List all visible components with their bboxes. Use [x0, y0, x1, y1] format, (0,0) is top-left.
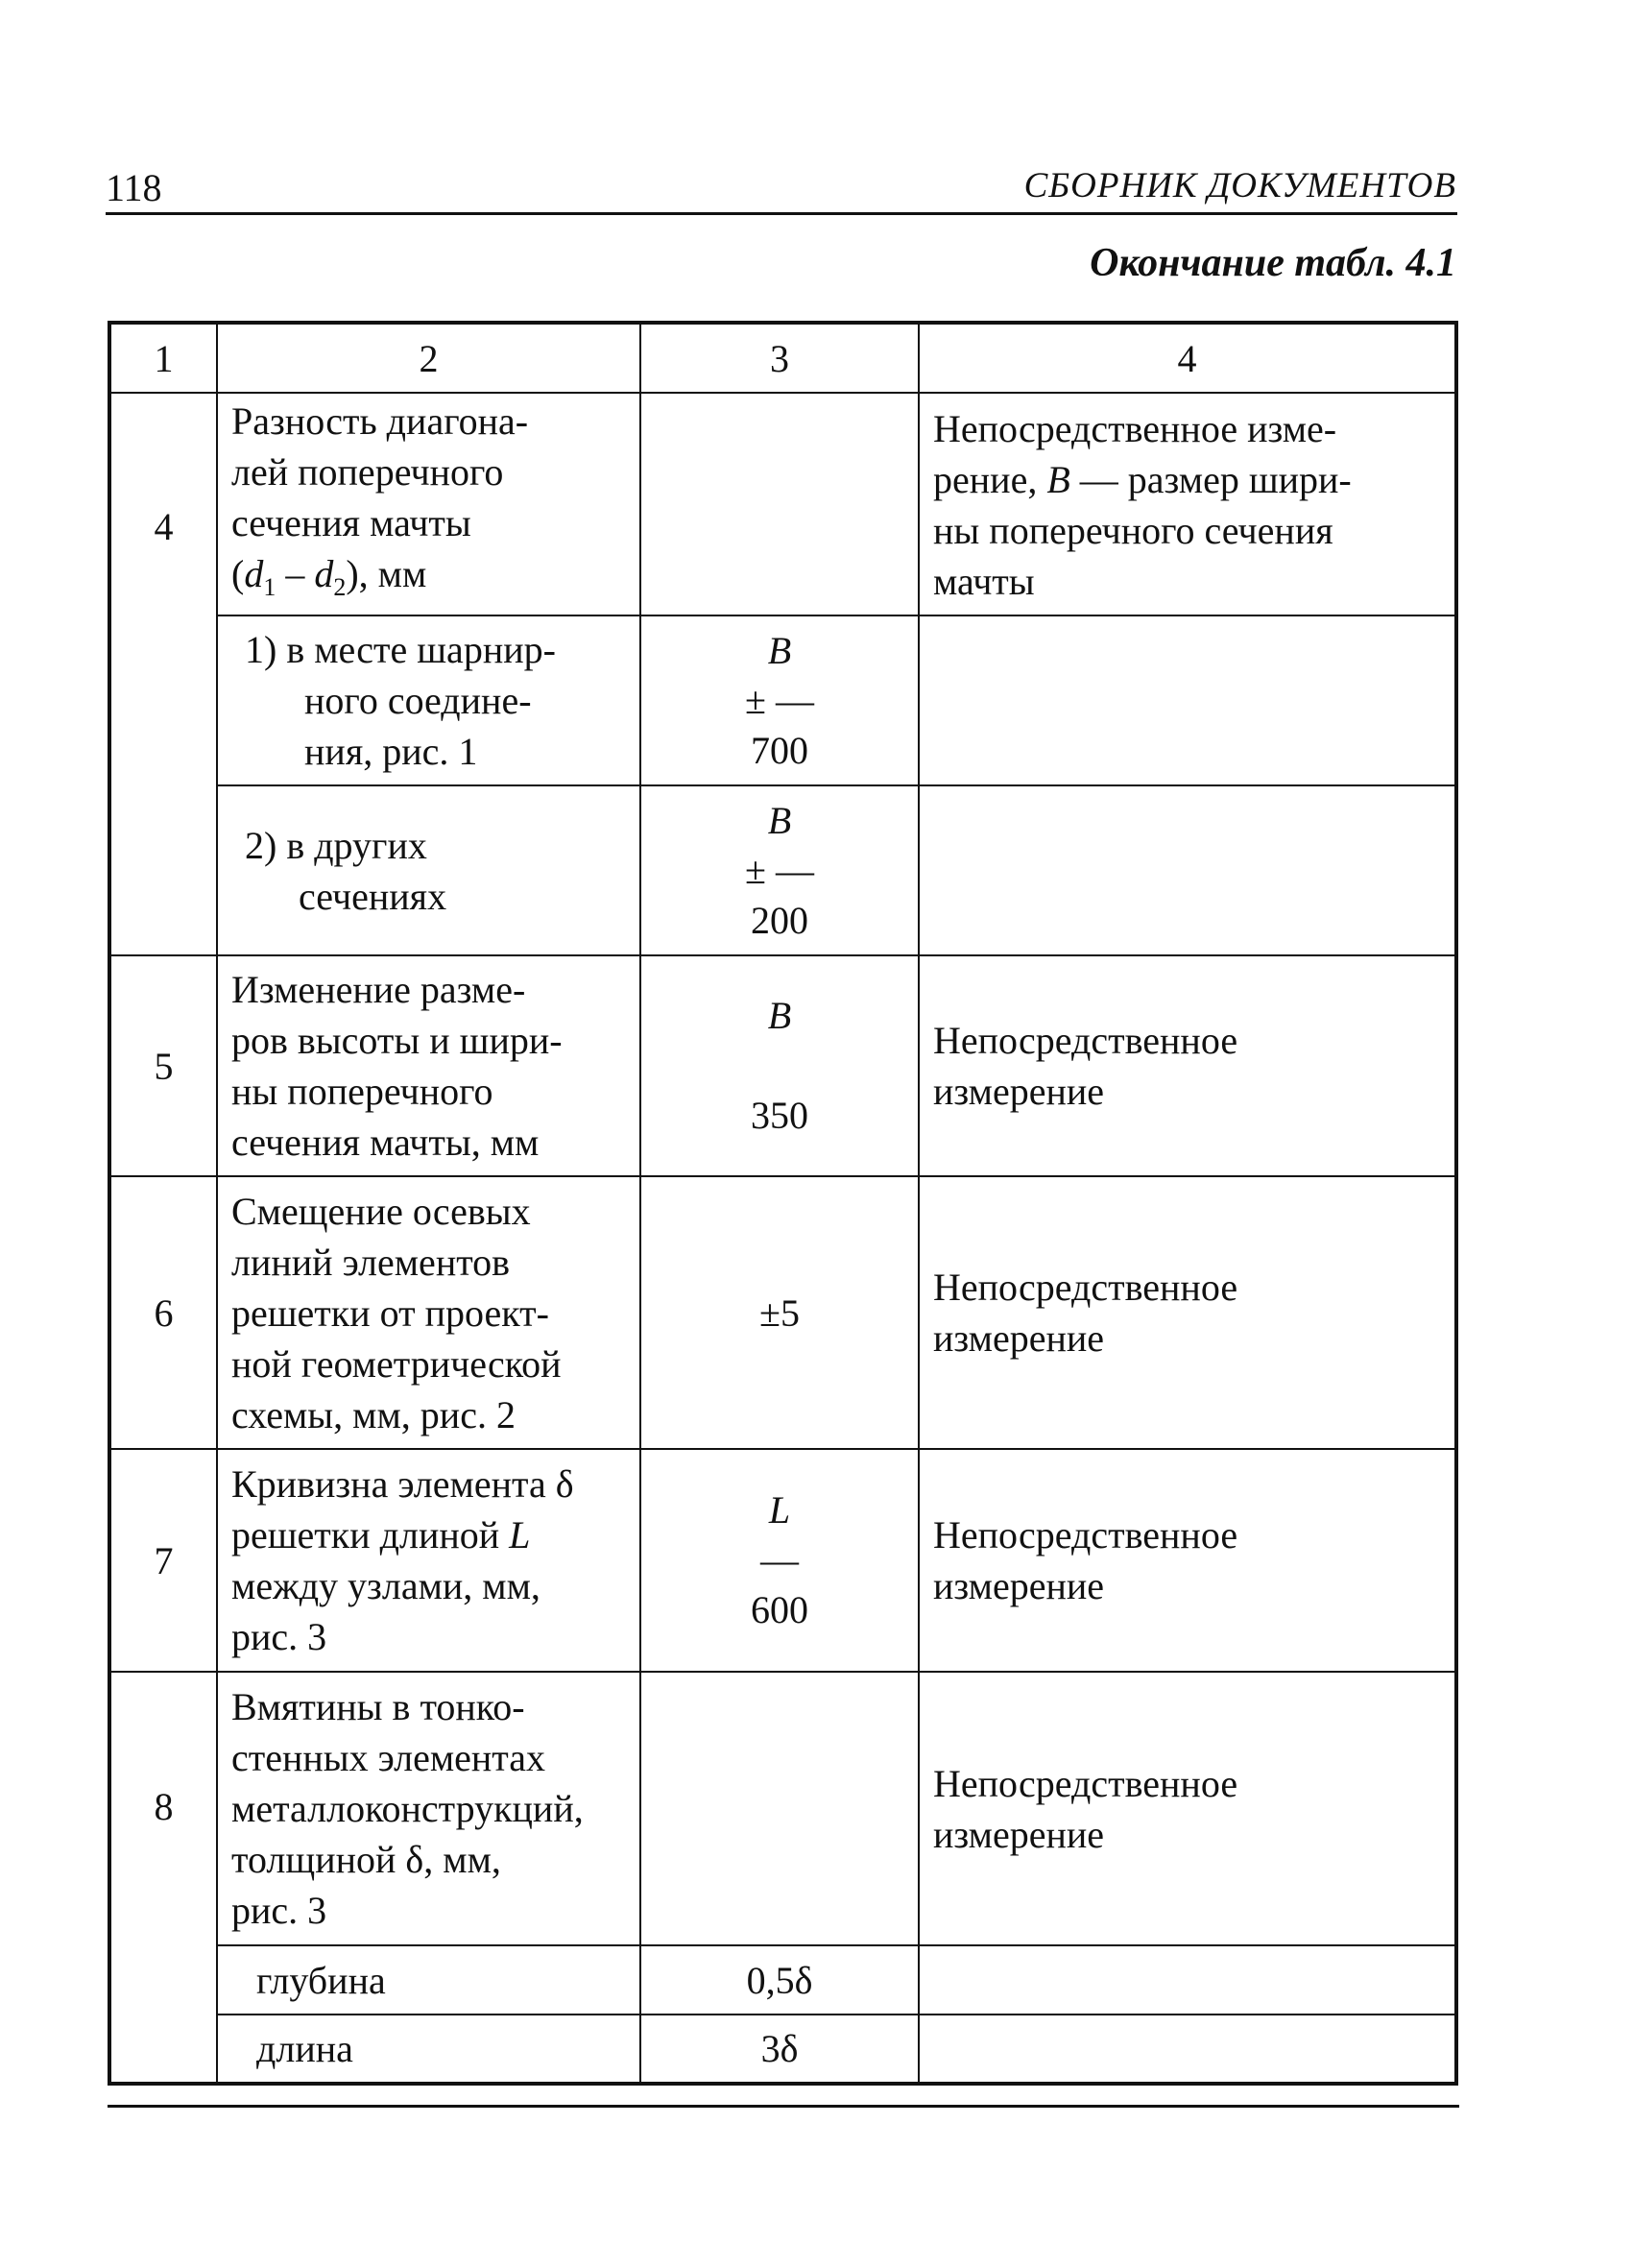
row-number: 5 [109, 955, 217, 1176]
row-method: Непосредственное изме- рение, B — размер шири- ны поперечного сечения мачты [919, 393, 1456, 615]
header-cell: 2 [217, 323, 640, 393]
table-row [109, 1672, 1456, 1945]
length-label: длина [217, 2015, 640, 2084]
row-tolerance: B 350 [640, 955, 919, 1176]
depth-label: глубина [217, 1945, 640, 2015]
subrow-method [919, 2015, 1456, 2084]
table-subrow [109, 2015, 1456, 2084]
row-tolerance: ±5 [640, 1176, 919, 1449]
row-description: Кривизна элемента δ решетки длиной L между узлами, мм, рис. 3 [217, 1449, 640, 1672]
table-row [109, 955, 1456, 1176]
page-number: 118 [106, 166, 162, 209]
running-title: СБОРНИК ДОКУМЕНТОВ [1023, 166, 1456, 205]
table-row [109, 1449, 1456, 1672]
subrow-description: 2) в других сечениях [217, 785, 640, 955]
footer-rule [108, 2105, 1459, 2108]
row-method: Непосредственное измерение [919, 955, 1456, 1176]
row-number: 6 [109, 1176, 217, 1449]
row-description: Изменение разме- ров высоты и шири- ны поперечного сечения мачты, мм [217, 955, 640, 1176]
row-number: 4 [109, 393, 217, 955]
header-rule [106, 212, 1457, 215]
row-description: Вмятины в тонко- стенных элементах металлоконструкций, толщиной δ, мм, рис. 3 [217, 1672, 640, 1945]
header-cell: 1 [109, 323, 217, 393]
length-value: 3δ [640, 2015, 919, 2084]
subrow-tolerance: B ± — 700 [640, 615, 919, 785]
table-subrow [109, 785, 1456, 955]
row-method: Непосредственное измерение [919, 1672, 1456, 1945]
row-method: Непосредственное измерение [919, 1176, 1456, 1449]
depth-value: 0,5δ [640, 1945, 919, 2015]
row-tolerance [640, 1672, 919, 1945]
tolerance-table [108, 321, 1458, 2086]
row-number: 7 [109, 1449, 217, 1672]
row-tolerance: L — 600 [640, 1449, 919, 1672]
subrow-tolerance: B ± — 200 [640, 785, 919, 955]
row-number: 8 [109, 1672, 217, 2084]
table-subrow [109, 615, 1456, 785]
table-row [109, 1176, 1456, 1449]
table-caption: Окончание табл. 4.1 [1090, 241, 1456, 285]
header-cell: 3 [640, 323, 919, 393]
table-subrow [109, 1945, 1456, 2015]
table-header-row [109, 323, 1456, 393]
row-method: Непосредственное измерение [919, 1449, 1456, 1672]
subrow-method [919, 615, 1456, 785]
row-description: Разность диагона- лей поперечного сечения мачты $(d_1 - d_2)$, мм [217, 393, 640, 615]
subrow-description: 1) в месте шарнир- ного соедине- ния, рис. 1 [217, 615, 640, 785]
row-tolerance [640, 393, 919, 615]
table-row [109, 393, 1456, 615]
subrow-method [919, 785, 1456, 955]
row-description: Смещение осевых линий элементов решетки от проект- ной геометрической схемы, мм, рис. 2 [217, 1176, 640, 1449]
subrow-method [919, 1945, 1456, 2015]
header-cell: 4 [919, 323, 1456, 393]
